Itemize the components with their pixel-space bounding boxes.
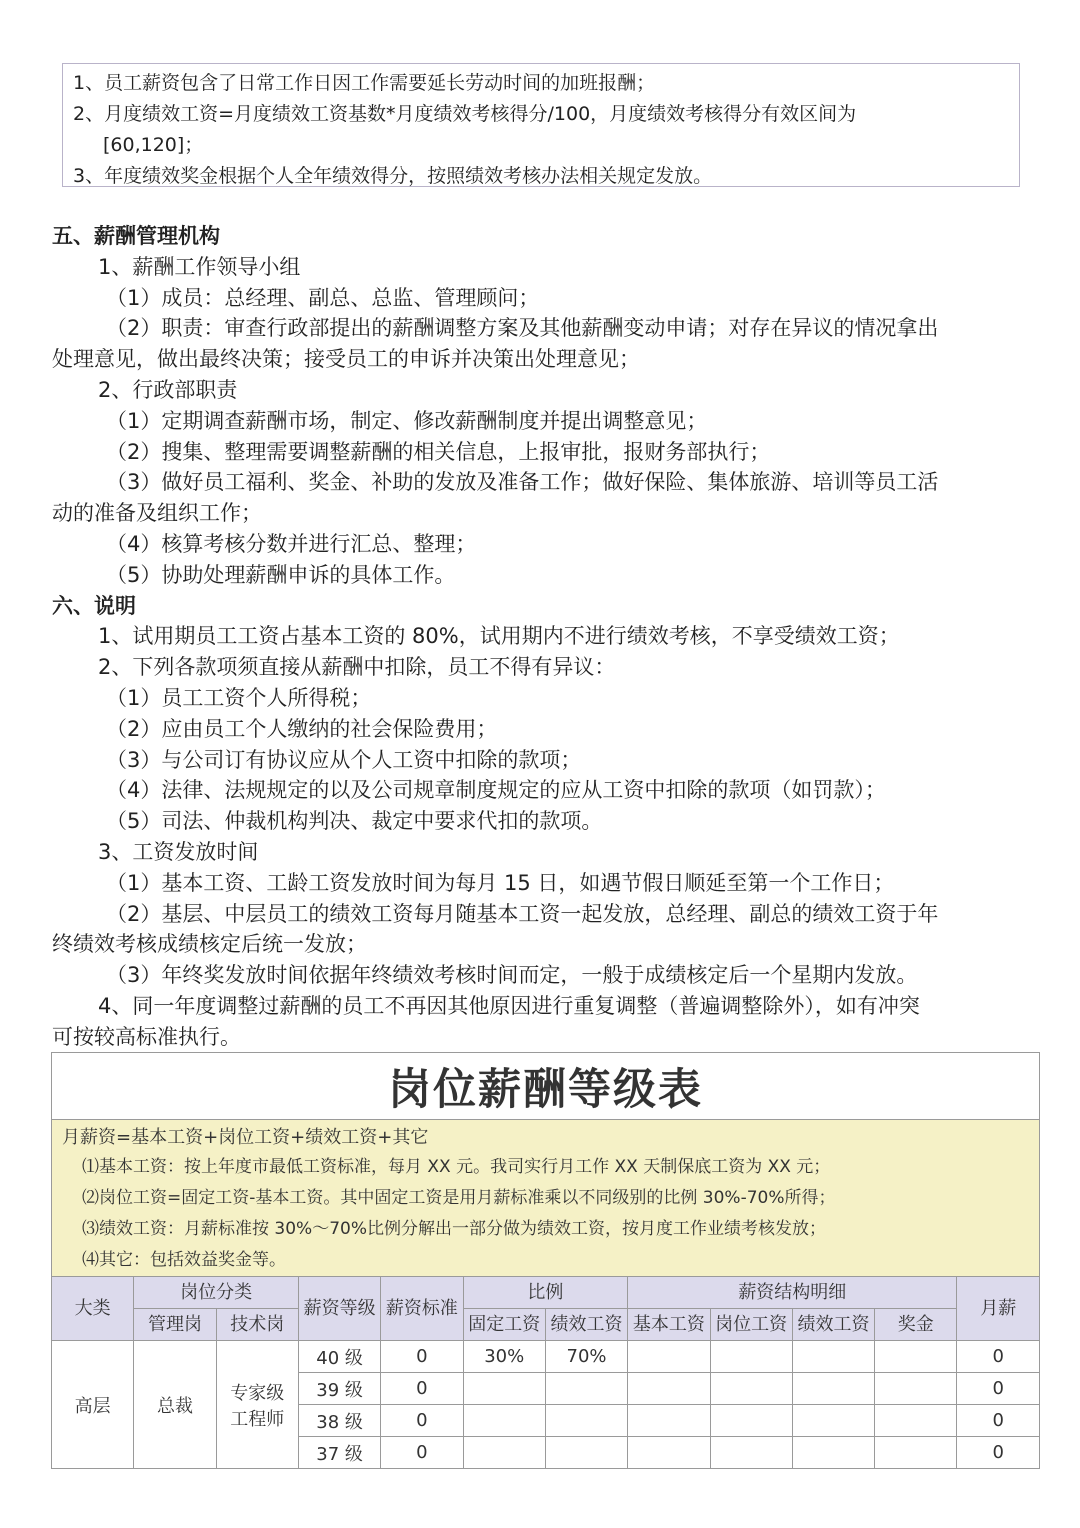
cell-fixed	[463, 1373, 545, 1405]
note-line-3: 3、年度绩效奖金根据个人全年绩效得分，按照绩效考核办法相关规定发放。	[73, 165, 713, 187]
section-6-line: （2）基层、中层员工的绩效工资每月随基本工资一起发放，总经理、副总的绩效工资于年	[106, 901, 939, 926]
header-tech: 技术岗	[216, 1309, 298, 1341]
cell-perf	[545, 1405, 627, 1437]
header-monthly: 月薪	[957, 1277, 1040, 1341]
section-6-line: （1）基本工资、工龄工资发放时间为每月 15 日，如遇节假日顺延至第一个工作日；	[106, 870, 895, 895]
cell-grade: 40 级	[298, 1341, 380, 1373]
header-standard: 薪资标准	[381, 1277, 463, 1341]
header-perf-pay: 绩效工资	[792, 1309, 874, 1341]
section-5-line: （3）做好员工福利、奖金、补助的发放及准备工作；做好保险、集体旅游、培训等员工活	[106, 470, 939, 495]
note-line-1: 1、员工薪资包含了日常工作日因工作需要延长劳动时间的加班报酬；	[73, 72, 656, 94]
section-6-line: 1、试用期员工工资占基本工资的 80%，试用期内不进行绩效考核，不享受绩效工资；	[98, 624, 900, 649]
formula-item: ⑵岗位工资=固定工资-基本工资。其中固定工资是用月薪标准乘以不同级别的比例 30%-70%所得；	[82, 1188, 836, 1208]
header-bonus: 奖金	[875, 1309, 957, 1341]
header-category: 大类	[52, 1277, 134, 1341]
cell-perf-pay	[792, 1437, 874, 1469]
cell-standard: 0	[381, 1373, 463, 1405]
cell-monthly: 0	[957, 1405, 1040, 1437]
table-title: 岗位薪酬等级表	[52, 1053, 1040, 1120]
section-5-line: （2）搜集、整理需要调整薪酬的相关信息，上报审批，报财务部执行；	[106, 439, 771, 464]
cell-basic	[628, 1373, 710, 1405]
cell-bonus	[875, 1405, 957, 1437]
cell-bonus	[875, 1341, 957, 1373]
note-line-2: 2、月度绩效工资=月度绩效工资基数*月度绩效考核得分/100，月度绩效考核得分有效区间为	[73, 103, 857, 125]
cell-basic	[628, 1405, 710, 1437]
section-5-line: （2）职责：审查行政部提出的薪酬调整方案及其他薪酬变动申请；对存在异议的情况拿出	[106, 316, 939, 341]
header-basic: 基本工资	[628, 1309, 710, 1341]
cell-monthly: 0	[957, 1341, 1040, 1373]
section-5-line: （4）核算考核分数并进行汇总、整理；	[106, 531, 477, 556]
cell-monthly: 0	[957, 1437, 1040, 1469]
salary-grade-table	[51, 1052, 1040, 1469]
header-grade: 薪资等级	[298, 1277, 380, 1341]
header-post-type: 岗位分类	[134, 1277, 299, 1309]
header-fixed: 固定工资	[463, 1309, 545, 1341]
cell-perf	[545, 1373, 627, 1405]
cell-perf: 70%	[545, 1341, 627, 1373]
section-6-line: 终绩效考核成绩核定后统一发放；	[52, 932, 367, 957]
cell-post	[710, 1437, 792, 1469]
section-6-line: （5）司法、仲裁机构判决、裁定中要求代扣的款项。	[106, 809, 603, 834]
cell-grade: 38 级	[298, 1405, 380, 1437]
section-5-line: 1、薪酬工作领导小组	[98, 254, 301, 279]
cell-post	[710, 1341, 792, 1373]
cell-bonus	[875, 1373, 957, 1405]
cell-bonus	[875, 1437, 957, 1469]
cell-basic	[628, 1341, 710, 1373]
cell-perf-pay	[792, 1341, 874, 1373]
section-6-line: （4）法律、法规规定的以及公司规章制度规定的应从工资中扣除的款项（如罚款）；	[106, 778, 886, 803]
header-perf: 绩效工资	[545, 1309, 627, 1341]
section-5-line: 2、行政部职责	[98, 377, 238, 402]
section-5-line: 处理意见，做出最终决策；接受员工的申诉并决策出处理意见；	[52, 347, 640, 372]
section-6-line: （3）年终奖发放时间依据年终绩效考核时间而定，一般于成绩核定后一个星期内发放。	[106, 963, 918, 988]
cell-basic	[628, 1437, 710, 1469]
cell-standard: 0	[381, 1341, 463, 1373]
section-5-line: （1）成员：总经理、副总、总监、管理顾问；	[106, 285, 540, 310]
section-6-heading: 六、说明	[52, 593, 136, 618]
section-6-line: 4、同一年度调整过薪酬的员工不再因其他原因进行重复调整（普遍调整除外），如有冲突	[98, 993, 920, 1018]
cell-post	[710, 1405, 792, 1437]
formula-block	[52, 1120, 1040, 1277]
cell-post	[710, 1373, 792, 1405]
section-6-line: 2、下列各款项须直接从薪酬中扣除，员工不得有异议：	[98, 655, 616, 680]
cell-perf-pay	[792, 1373, 874, 1405]
document-body	[52, 221, 1037, 1053]
notes-box	[62, 63, 1020, 187]
cell-perf-pay	[792, 1405, 874, 1437]
cell-monthly: 0	[957, 1373, 1040, 1405]
header-ratio: 比例	[463, 1277, 628, 1309]
formula-item: ⑷其它：包括效益奖金等。	[82, 1250, 286, 1270]
note-line-2-cont: [60,120]；	[103, 134, 204, 156]
cell-category: 高层	[52, 1341, 134, 1469]
section-6-line: 3、工资发放时间	[98, 839, 259, 864]
cell-fixed	[463, 1437, 545, 1469]
cell-standard: 0	[381, 1405, 463, 1437]
section-5-line: 动的准备及组织工作；	[52, 501, 262, 526]
header-mgmt: 管理岗	[134, 1309, 216, 1341]
cell-perf	[545, 1437, 627, 1469]
section-6-line: 可按较高标准执行。	[52, 1024, 241, 1049]
cell-fixed: 30%	[463, 1341, 545, 1373]
header-structure: 薪资结构明细	[628, 1277, 957, 1309]
cell-tech: 专家级工程师	[216, 1341, 298, 1469]
cell-standard: 0	[381, 1437, 463, 1469]
section-5-line: （5）协助处理薪酬申诉的具体工作。	[106, 562, 456, 587]
formula-title: 月薪资=基本工资+岗位工资+绩效工资+其它	[62, 1127, 429, 1148]
section-6-line: （1）员工工资个人所得税；	[106, 685, 372, 710]
cell-fixed	[463, 1405, 545, 1437]
formula-item: ⑴基本工资：按上年度市最低工资标准，每月 XX 元。我司实行月工作 XX 天制保底工资为 XX 元；	[82, 1157, 831, 1177]
section-5-line: （1）定期调查薪酬市场，制定、修改薪酬制度并提出调整意见；	[106, 408, 708, 433]
section-5-heading: 五、薪酬管理机构	[52, 224, 220, 248]
section-6-line: （3）与公司订有协议应从个人工资中扣除的款项；	[106, 747, 582, 772]
section-6-line: （2）应由员工个人缴纳的社会保险费用；	[106, 716, 498, 741]
formula-item: ⑶绩效工资：月薪标准按 30%～70%比例分解出一部分做为绩效工资，按月度工作业绩考核发放；	[82, 1219, 826, 1239]
header-post: 岗位工资	[710, 1309, 792, 1341]
cell-grade: 37 级	[298, 1437, 380, 1469]
cell-grade: 39 级	[298, 1373, 380, 1405]
cell-mgmt: 总裁	[134, 1341, 216, 1469]
